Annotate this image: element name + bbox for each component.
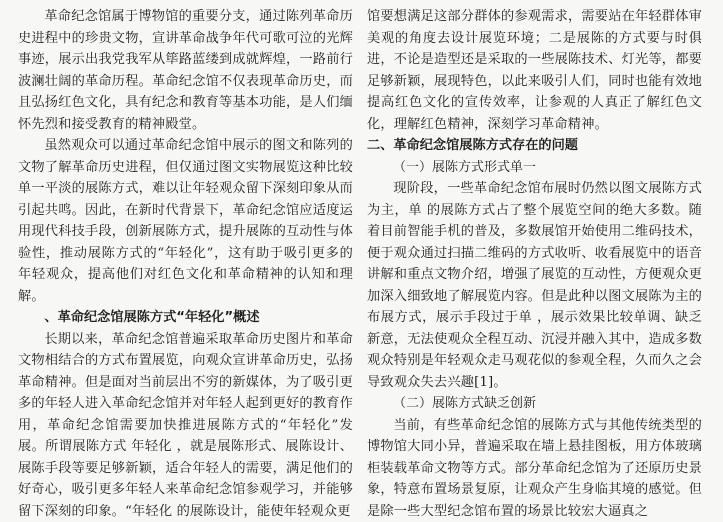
subheading-2-1: （一）展陈方式形式单一	[367, 157, 702, 179]
section-heading-1: 、革命纪念馆展陈方式“年轻化”概述	[18, 307, 353, 329]
continued-paragraph: 馆要想满足这部分群体的参观需求，需要站在年轻群体审美观的角度去设计展览环境；二是展陈的方式要与时俱进，不论是造型还是采取的一些展陈技术、灯光等，都要足够新颖，展现特色，以此来吸引人们，同时也能有效地提高红色文化的宣传效率，让参观的人真正了解红色文化，理解红色精神，深刻学习革命精神。	[367, 6, 702, 135]
intro-paragraph-1: 革命纪念馆属于博物馆的重要分支，通过陈列革命历史进程中的珍贵文物，宣讲革命战争年代可歌可泣的光辉事迹，展示出我党我军从筚路蓝缕到成就辉煌，一路前行波澜壮阔的革命历程。革命纪念馆不仅表现革命历史，而且弘扬红色文化，具有纪念和教育等基本功能，是人们缅怀先烈和接受教育的精神殿堂。	[18, 6, 353, 135]
subheading-2-2: （二）展陈方式缺乏创新	[367, 393, 702, 415]
intro-paragraph-2: 虽然观众可以通过革命纪念馆中展示的图文和陈列的文物了解革命历史进程，但仅通过图文实物展览这种比较单一平淡的展陈方式，难以让年轻观众留下深刻印象从而引起共鸣。因此，在新时代背景下，革命纪念馆应适度运用现代科技手段，创新展陈方式，提升展陈的互动性与体验性，推动展陈方式的“年轻化”，这有助于吸引更多的年轻观众，提高他们对红色文化和革命精神的认知和理解。	[18, 135, 353, 307]
section-1-paragraph: 长期以来，革命纪念馆普遍采取革命历史图片和革命文物相结合的方式布置展览，向观众宣讲革命历史，弘扬革命精神。但是面对当前层出不穷的新媒体，为了吸引更多的年轻人进入革命纪念馆并对年轻人起到更好的教育作用，革命纪念馆需要加快推进展陈方式的“年轻化”发展。所谓展陈方式 年轻化 ，就是展陈形式、展陈设计、展陈手段等要足够新颖，适合年轻人的需要，满足他们的好奇心，吸引更多年轻人来革命纪念馆参观学习，并能够留下深刻的印象。“年轻化 的展陈设计，能使年轻观众更	[18, 329, 353, 522]
section-2-1-paragraph: 现阶段，一些革命纪念馆布展时仍然以图文展陈方式为主，单 的展陈方式占了整个展览空间的绝大多数。随着目前智能手机的普及，多数展馆开始使用二维码技术，便于观众通过扫描二维码的方式收听、收看展览中的语音讲解和重点文物介绍，增强了展览的互动性，方便观众更加深入细致地了解展览内容。但是此种以图文展陈为主的布展方式，展示手段过于单 ，展示效果比较单调、缺乏新意，无法使观众全程互动、沉浸并融入其中，造成多数观众特别是年轻观众走马观花似的参观全程，久而久之会导致观众失去兴趣[1]。	[367, 178, 702, 393]
section-heading-2: 二、革命纪念馆展陈方式存在的问题	[367, 135, 702, 157]
section-2-2-paragraph: 当前，有些革命纪念馆的展陈方式与其他传统类型的博物馆大同小异，普遍采取在墙上悬挂图板，用方体玻璃柜装载革命文物等方式。部分革命纪念馆为了还原历史景象，特意布置场景复原，让观众产生身临其境的感觉。但是除一些大型纪念馆布置的场景比较宏大逼真之	[367, 415, 702, 522]
left-column	[18, 6, 353, 522]
right-column	[367, 6, 702, 522]
